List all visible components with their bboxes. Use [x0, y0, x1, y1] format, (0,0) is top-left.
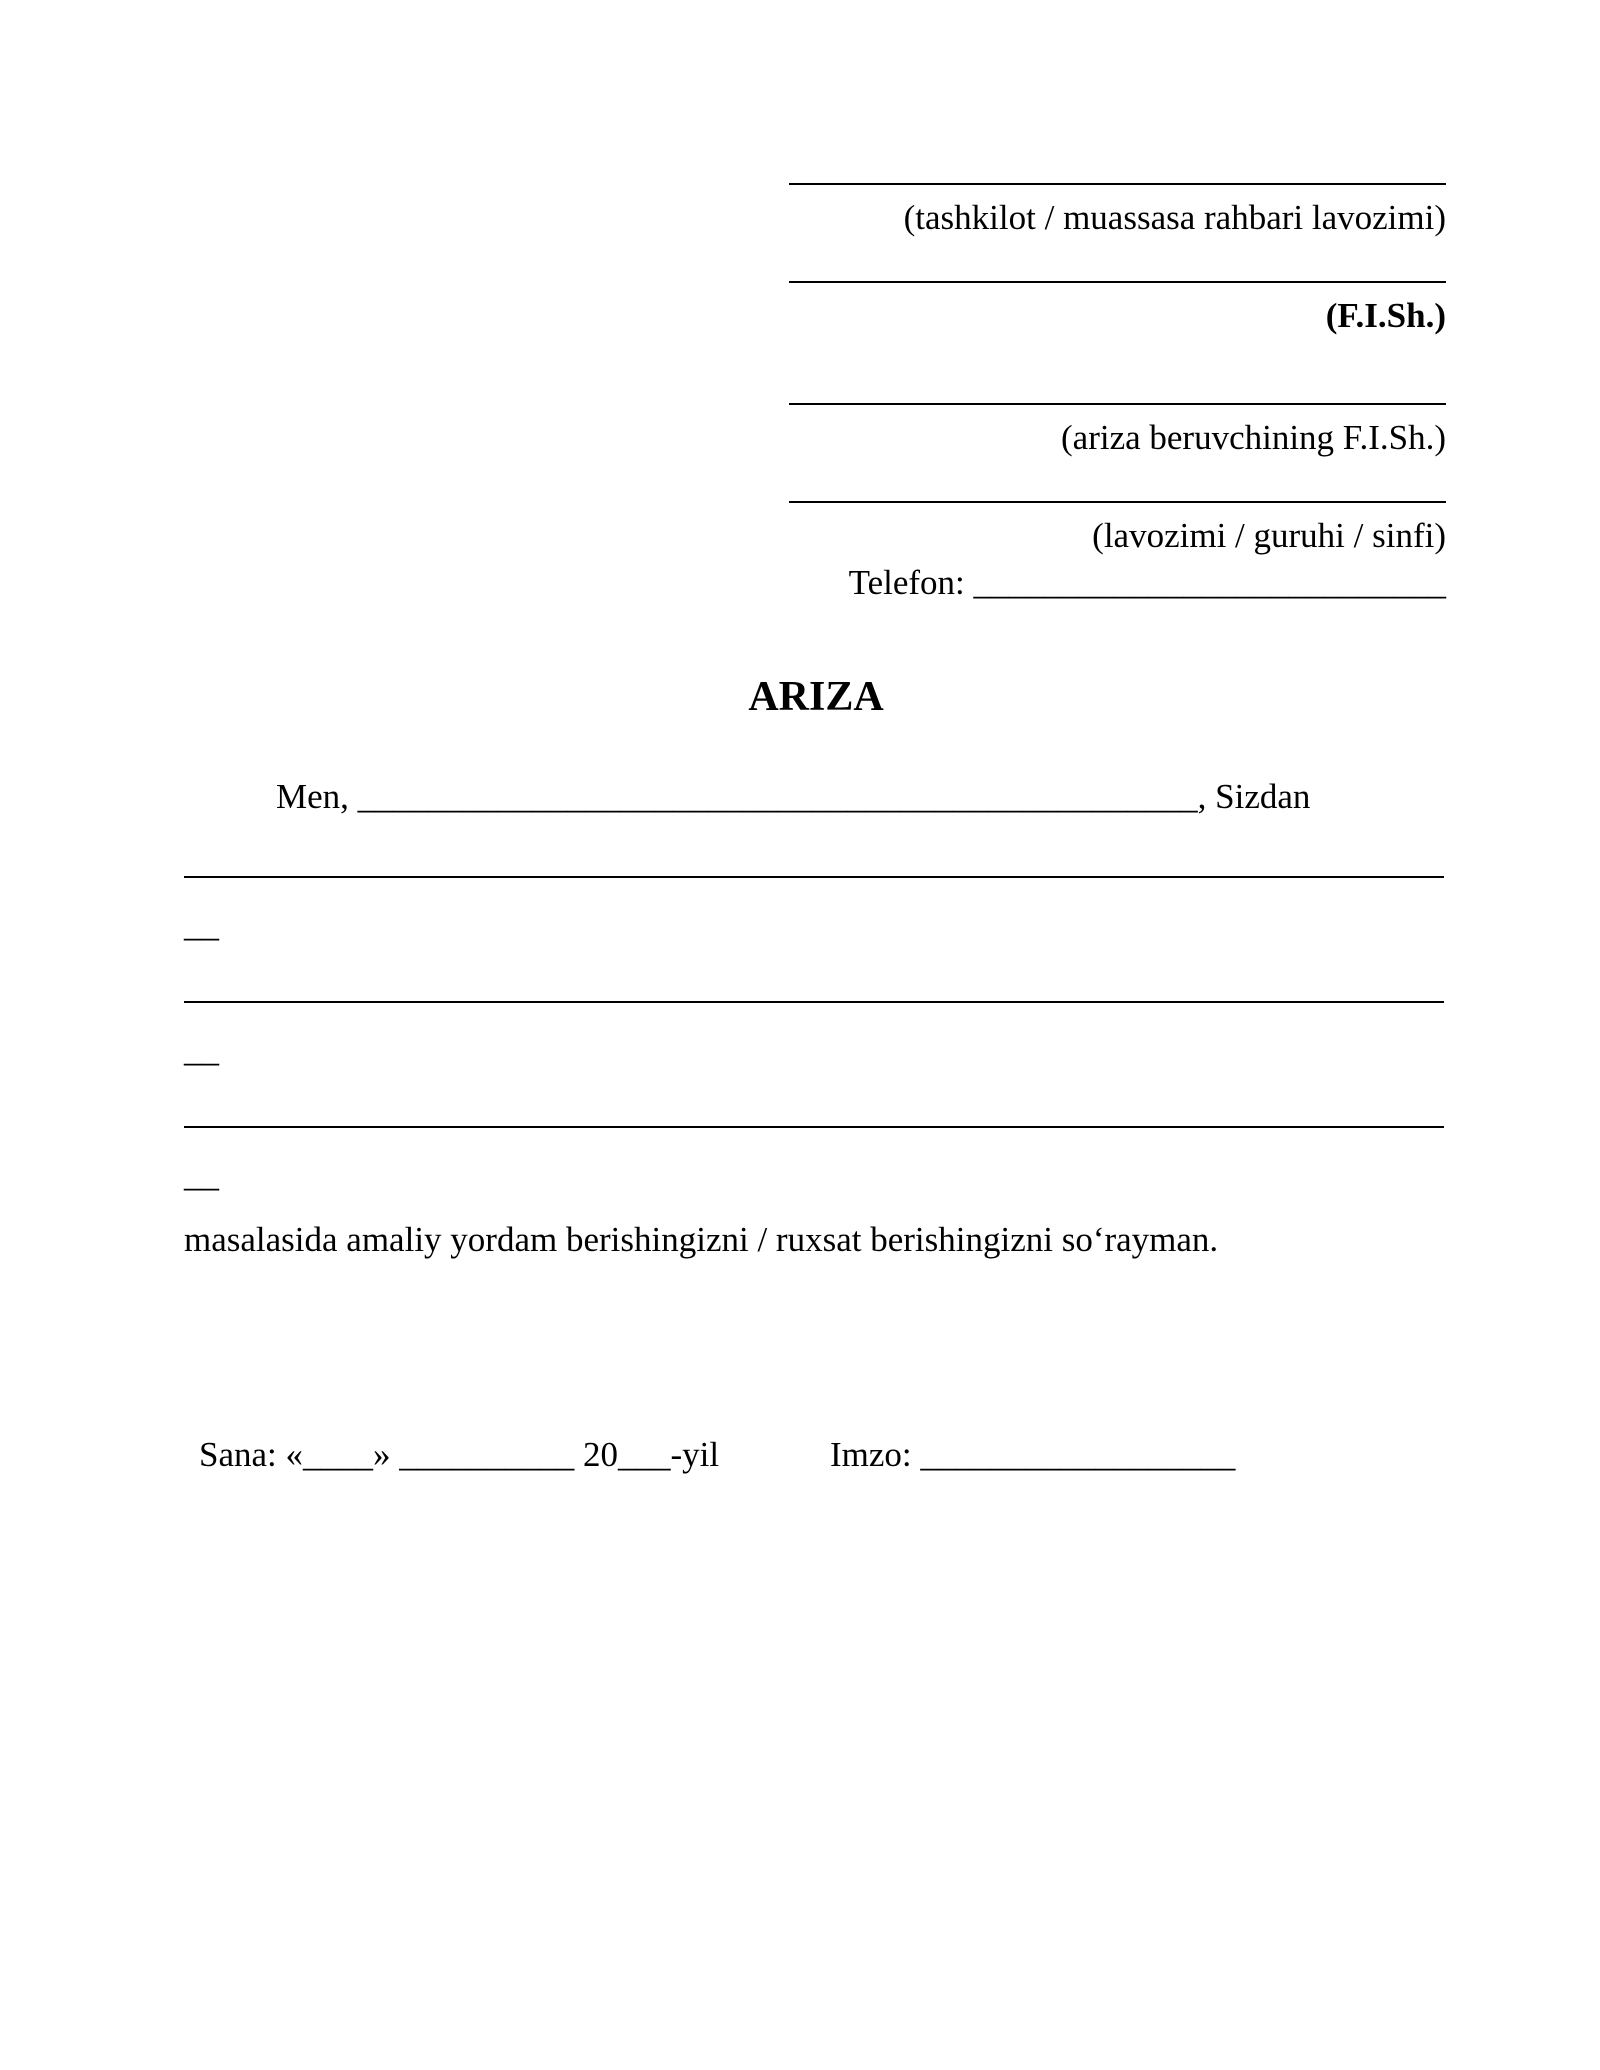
applicant-name-line	[789, 403, 1446, 405]
org-head-position-line	[789, 183, 1446, 185]
fill-line-1-continuation: __	[184, 905, 219, 944]
fill-line-3	[184, 1126, 1444, 1128]
org-head-position-caption: (tashkilot / muassasa rahbari lavozimi)	[903, 198, 1446, 237]
head-name-caption: (F.I.Sh.)	[1325, 296, 1446, 335]
applicant-name-caption: (ariza beruvchining F.I.Sh.)	[1061, 418, 1446, 457]
phone-label: Telefon: ___________________________	[848, 563, 1446, 602]
fill-line-2	[184, 1001, 1444, 1003]
fill-line-1	[184, 876, 1444, 878]
intro-line: Men, ________________________________________________, Sizdan	[276, 777, 1311, 816]
date-label: Sana: «____» __________ 20___-yil	[199, 1435, 720, 1474]
fill-line-3-continuation: __	[184, 1155, 219, 1194]
applicant-position-caption: (lavozimi / guruhi / sinfi)	[1092, 516, 1446, 555]
signature-label: Imzo: __________________	[830, 1435, 1236, 1474]
applicant-position-line	[789, 501, 1446, 503]
head-name-line	[789, 281, 1446, 283]
closing-text: masalasida amaliy yordam berishingizni / ruxsat berishingizni so‘rayman.	[184, 1220, 1219, 1259]
fill-line-2-continuation: __	[184, 1030, 219, 1069]
document-title: ARIZA	[748, 674, 884, 720]
